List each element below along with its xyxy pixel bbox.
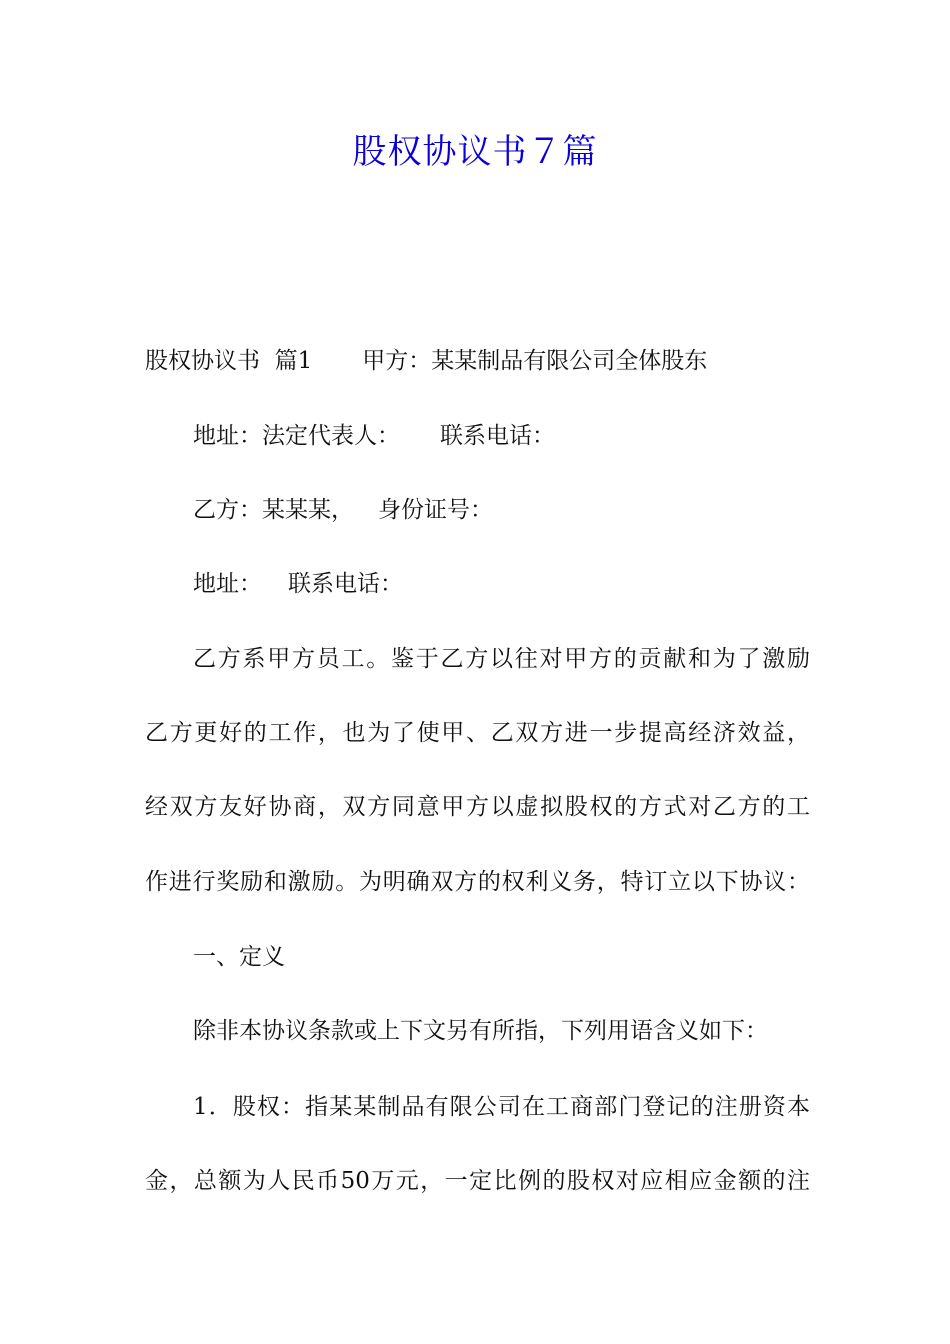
- definition-line-1: 1．股权：指某某制品有限公司在工商部门登记的注册资本: [193, 1094, 810, 1120]
- intro-line-2: 乙方更好的工作，也为了使甲、乙双方进一步提高经济效益，: [145, 720, 810, 746]
- party-b-line: [193, 493, 493, 527]
- party-a-address-label: 地址：法定代表人：: [193, 423, 400, 449]
- party-a-address-line: [193, 419, 555, 453]
- definition-line-2: 金，总额为人民币50万元，一定比例的股权对应相应金额的注: [145, 1168, 810, 1194]
- party-b-name-label: 乙方：某某某，: [193, 497, 354, 523]
- intro-line-4: 作进行奖励和激励。为明确双方的权利义务，特订立以下协议：: [145, 869, 810, 895]
- section-heading-definitions: 一、定义: [193, 944, 285, 970]
- party-b-address-line: [193, 567, 403, 601]
- document-title: 股权协议书７篇: [352, 132, 598, 172]
- party-b-address-label: 地址：: [193, 571, 262, 597]
- party-a-phone-label: 联系电话：: [440, 423, 555, 449]
- intro-line-1: 乙方系甲方员工。鉴于乙方以往对甲方的贡献和为了激励: [193, 646, 810, 672]
- header-line: [145, 344, 707, 378]
- definitions-intro: 除非本协议条款或上下文另有所指，下列用语含义如下：: [193, 1018, 768, 1044]
- party-b-phone-label: 联系电话：: [288, 571, 403, 597]
- party-a-label: 甲方：某某制品有限公司全体股东: [362, 348, 708, 374]
- agreement-part-label: 股权协议书 篇1: [145, 348, 313, 374]
- party-b-id-label: 身份证号：: [378, 497, 493, 523]
- intro-line-3: 经双方友好协商，双方同意甲方以虚拟股权的方式对乙方的工: [145, 794, 810, 820]
